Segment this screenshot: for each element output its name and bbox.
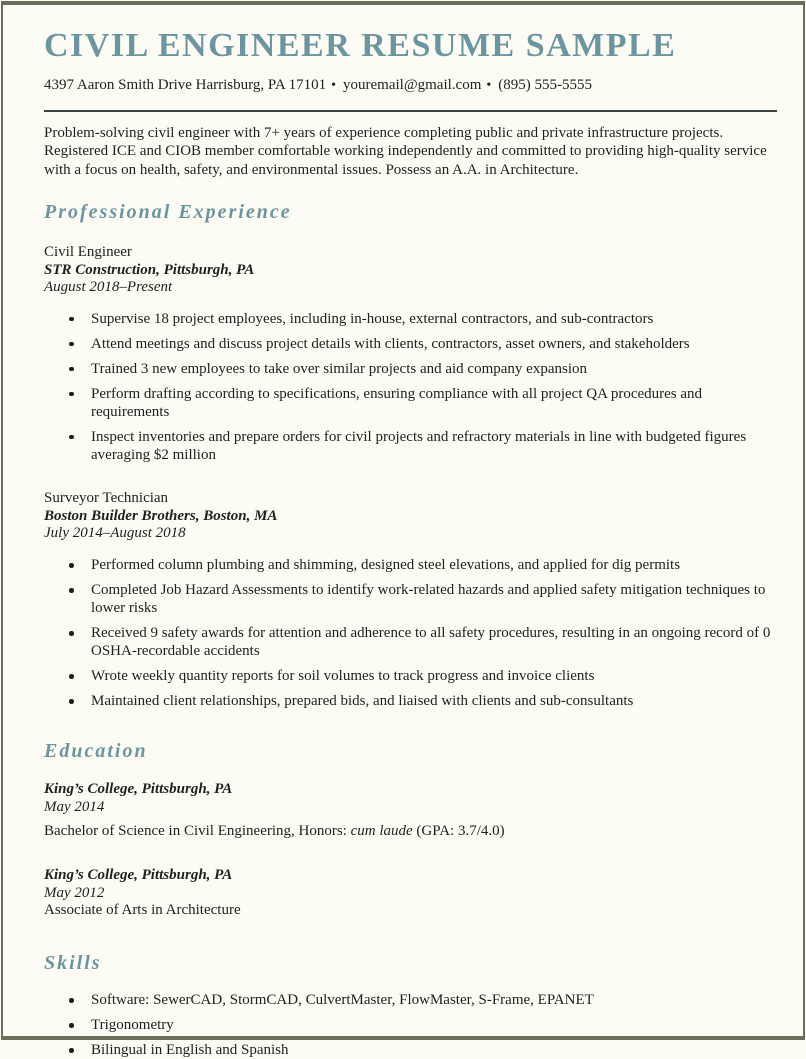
job-title: Surveyor Technician: [44, 489, 169, 506]
skill-item: Bilingual in English and Spanish: [91, 1041, 777, 1059]
education-date: May 2014: [44, 798, 105, 815]
contact-address: 4397 Aaron Smith Drive Harrisburg, PA 17101: [44, 77, 327, 93]
resume-header: [44, 27, 777, 94]
bullet-item: Maintained client relationships, prepared bids, and liaised with clients and sub-consultants: [91, 692, 777, 710]
degree-gpa: (GPA: 3.7/4.0): [412, 823, 505, 840]
bullet-item: Performed column plumbing and shimming, designed steel elevations, and applied for dig permits: [91, 556, 777, 574]
job-dates: August 2018–Present: [44, 279, 173, 296]
job-entry: [44, 244, 777, 464]
degree-honors-italic: cum laude: [350, 823, 413, 840]
bullet-item: Attend meetings and discuss project details with clients, contractors, asset owners, and stakeholders: [91, 335, 777, 353]
job-entry: [44, 490, 777, 710]
education-entry: [44, 781, 777, 841]
bullet-item: Inspect inventories and prepare orders for civil projects and refractory materials in line with budgeted figures averaging $2 million: [91, 428, 777, 464]
bullet-item: Wrote weekly quantity reports for soil volumes to track progress and invoice clients: [91, 667, 777, 685]
bullet-item: Supervise 18 project employees, including in-house, external contractors, and sub-contractors: [91, 310, 777, 328]
bullet-separator: •: [331, 78, 336, 93]
bullet-item: Received 9 safety awards for attention and adherence to all safety procedures, resulting in an ongoing record of 0 OSHA-recordable accidents: [91, 624, 777, 660]
education-school: King’s College, Pittsburgh, PA: [44, 781, 233, 798]
education-date: May 2012: [44, 884, 105, 901]
summary-text: Problem-solving civil engineer with 7+ years of experience completing public and private infrastructure projects. Registered ICE and CIOB member comfortable working independently and committed to providing high-quality service with a focus on health, safety, and environmental issues. Possess an A.A. in Architecture.: [44, 125, 767, 178]
skills-list: [44, 991, 777, 1059]
degree-text: Bachelor of Science in Civil Engineering, Honors:: [44, 823, 351, 840]
bullet-item: Perform drafting according to specifications, ensuring compliance with all project QA procedures and requirements: [91, 385, 777, 421]
page-title: CIVIL ENGINEER RESUME SAMPLE: [44, 27, 677, 64]
job-company: STR Construction, Pittsburgh, PA: [44, 261, 255, 278]
section-education: [44, 740, 777, 920]
job-bullet-list: [44, 310, 777, 464]
job-bullet-list: [44, 556, 777, 710]
skill-item: Software: SewerCAD, StormCAD, CulvertMaster, FlowMaster, S-Frame, EPANET: [91, 991, 777, 1009]
section-professional-experience: [44, 201, 777, 710]
bullet-item: Trained 3 new employees to take over similar projects and aid company expansion: [91, 360, 777, 378]
bullet-separator: •: [486, 78, 492, 93]
contact-email: youremail@gmail.com: [343, 77, 482, 93]
section-skills: [44, 952, 777, 1059]
section-heading-education: Education: [44, 740, 148, 763]
section-heading-skills: Skills: [44, 952, 102, 975]
education-entry: [44, 867, 777, 920]
contact-line: [44, 77, 777, 94]
education-degree: [44, 823, 777, 841]
section-heading-professional-experience: Professional Experience: [44, 200, 292, 223]
skill-item: Trigonometry: [91, 1016, 777, 1034]
job-title: Civil Engineer: [44, 243, 132, 260]
bullet-item: Completed Job Hazard Assessments to identify work-related hazards and applied safety mitigation techniques to lower risks: [91, 581, 777, 617]
education-degree: Associate of Arts in Architecture: [44, 902, 241, 919]
header-divider: [44, 110, 777, 112]
job-dates: July 2014–August 2018: [44, 525, 186, 542]
education-school: King’s College, Pittsburgh, PA: [44, 867, 233, 884]
contact-phone: (895) 555-5555: [498, 77, 593, 93]
job-company: Boston Builder Brothers, Boston, MA: [44, 507, 278, 524]
